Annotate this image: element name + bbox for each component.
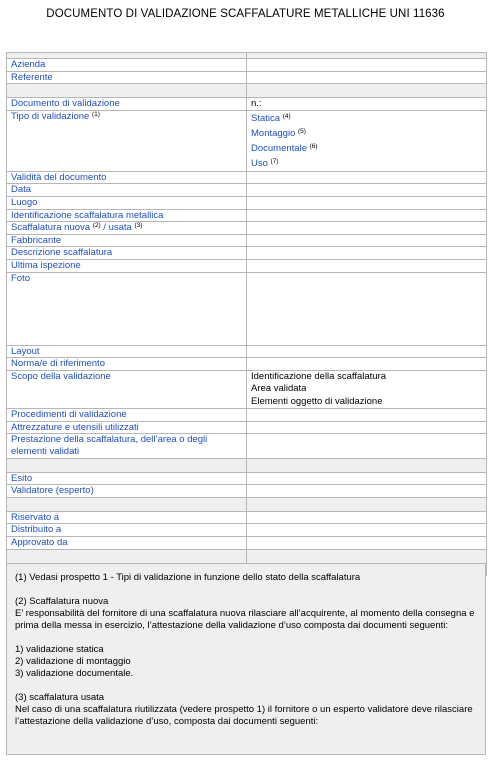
spacer-row xyxy=(7,549,487,563)
option-label: Uso xyxy=(251,157,268,169)
label-riservato: Riservato a xyxy=(7,511,247,524)
field-procedimenti[interactable] xyxy=(247,409,487,422)
label-scopo: Scopo della validazione xyxy=(7,370,247,409)
option-uso[interactable] xyxy=(251,156,482,171)
label-esito: Esito xyxy=(7,472,247,485)
label-norma: Norma/e di riferimento xyxy=(7,358,247,371)
label-tipo-text: Tipo di validazione xyxy=(11,110,90,122)
scopo-item: Elementi oggetto di validazione xyxy=(251,395,383,407)
row-distribuito xyxy=(7,524,487,537)
option-label: Statica xyxy=(251,112,281,124)
field-scaffalatura[interactable] xyxy=(247,222,487,235)
label-fabbricante: Fabbricante xyxy=(7,234,247,247)
row-riservato xyxy=(7,511,487,524)
row-attrezzature xyxy=(7,421,487,434)
note-3-text: Nel caso di una scaffalatura riutilizzata (vedere prospetto 1) il fornitore o un esperto validatore deve rilasciare l’attestazione della validazione d’uso, composta dai documenti seguenti: xyxy=(15,704,473,727)
note-2-title: (2) Scaffalatura nuova xyxy=(15,596,109,607)
row-procedimenti xyxy=(7,409,487,422)
field-prestazione[interactable] xyxy=(247,434,487,458)
label-azienda: Azienda xyxy=(7,59,247,72)
field-descrizione[interactable] xyxy=(247,247,487,260)
label-prestazione: Prestazione della scaffalatura, dell’area o degli elementi validati xyxy=(7,434,247,458)
spacer-row xyxy=(7,497,487,511)
field-data[interactable] xyxy=(247,184,487,197)
field-approvato[interactable] xyxy=(247,536,487,549)
row-esito xyxy=(7,472,487,485)
row-fabbricante xyxy=(7,234,487,247)
field-riservato[interactable] xyxy=(247,511,487,524)
field-distribuito[interactable] xyxy=(247,524,487,537)
note-2-text: E’ responsabilità del fornitore di una scaffalatura nuova rilasciare all’acquirente, al momento della consegna e prima della messa in esercizio, l’attestazione della validazione d’uso composta dai documenti seguenti: xyxy=(15,608,475,631)
field-norma[interactable] xyxy=(247,358,487,371)
validation-form xyxy=(6,52,487,576)
field-documento-number[interactable]: n.: xyxy=(247,98,487,111)
note-ref: (7) xyxy=(270,157,279,165)
row-luogo xyxy=(7,196,487,209)
label-validatore: Validatore (esperto) xyxy=(7,485,247,498)
row-foto xyxy=(7,272,487,345)
field-esito[interactable] xyxy=(247,472,487,485)
document-title: DOCUMENTO DI VALIDAZIONE SCAFFALATURE METALLICHE UNI 11636 xyxy=(46,8,445,20)
label-procedimenti: Procedimenti di validazione xyxy=(7,409,247,422)
label-approvato: Approvato da xyxy=(7,536,247,549)
note-1: (1) Vedasi prospetto 1 - Tipi di validazione in funzione dello stato della scaffalatura xyxy=(15,572,361,583)
field-tipo-options xyxy=(247,110,487,171)
scopo-item: Area validata xyxy=(251,383,307,395)
row-scaffalatura xyxy=(7,222,487,235)
row-validatore xyxy=(7,485,487,498)
field-azienda[interactable] xyxy=(247,59,487,72)
option-statica[interactable] xyxy=(251,111,482,126)
note-ref: (2) xyxy=(92,222,101,230)
field-scopo xyxy=(247,370,487,409)
label-foto: Foto xyxy=(7,272,247,345)
label-ultima: Ultima ispezione xyxy=(7,259,247,272)
field-identificazione[interactable] xyxy=(247,209,487,222)
row-descrizione xyxy=(7,247,487,260)
note-ref: (3) xyxy=(134,222,143,230)
note-ref: (1) xyxy=(91,110,100,118)
field-attrezzature[interactable] xyxy=(247,421,487,434)
note-2-list-item: 3) validazione documentale. xyxy=(15,668,134,679)
note-ref: (5) xyxy=(298,127,306,135)
row-azienda xyxy=(7,59,487,72)
row-norma xyxy=(7,358,487,371)
field-layout[interactable] xyxy=(247,345,487,358)
note-2-list-item: 1) validazione statica xyxy=(15,644,104,655)
field-foto[interactable] xyxy=(247,272,487,345)
field-validita[interactable] xyxy=(247,171,487,184)
field-fabbricante[interactable] xyxy=(247,234,487,247)
label-validita: Validità del documento xyxy=(7,171,247,184)
row-scopo xyxy=(7,370,487,409)
label-tipo xyxy=(7,110,247,171)
spacer-row xyxy=(7,84,487,98)
label-scaffalatura-usata: / usata xyxy=(103,222,132,234)
field-referente[interactable] xyxy=(247,71,487,84)
scopo-item: Identificazione della scaffalatura xyxy=(251,370,387,382)
row-documento xyxy=(7,98,487,111)
row-tipo xyxy=(7,110,487,171)
notes-panel xyxy=(6,563,486,755)
row-referente xyxy=(7,71,487,84)
field-ultima[interactable] xyxy=(247,259,487,272)
row-data xyxy=(7,184,487,197)
option-montaggio[interactable] xyxy=(251,126,482,141)
label-data: Data xyxy=(7,184,247,197)
row-layout xyxy=(7,345,487,358)
option-label: Montaggio xyxy=(251,127,296,139)
row-approvato xyxy=(7,536,487,549)
label-distribuito: Distribuito a xyxy=(7,524,247,537)
label-luogo: Luogo xyxy=(7,196,247,209)
label-scaffalatura xyxy=(7,222,247,235)
option-documentale[interactable] xyxy=(251,141,482,156)
note-ref: (6) xyxy=(309,142,318,150)
label-attrezzature: Attrezzature e utensili utilizzati xyxy=(7,421,247,434)
field-validatore[interactable] xyxy=(247,485,487,498)
label-identificazione: Identificazione scaffalatura metallica xyxy=(7,209,247,222)
row-validita xyxy=(7,171,487,184)
label-scaffalatura-nuova: Scaffalatura nuova xyxy=(11,222,91,234)
field-luogo[interactable] xyxy=(247,196,487,209)
label-documento: Documento di validazione xyxy=(7,98,247,111)
row-prestazione xyxy=(7,434,487,458)
row-ultima xyxy=(7,259,487,272)
spacer-row xyxy=(7,458,487,472)
label-referente: Referente xyxy=(7,71,247,84)
label-descrizione: Descrizione scaffalatura xyxy=(7,247,247,260)
note-ref: (4) xyxy=(282,112,291,120)
label-layout: Layout xyxy=(7,345,247,358)
row-identificazione xyxy=(7,209,487,222)
note-3-title: (3) scaffalatura usata xyxy=(15,692,105,703)
option-label: Documentale xyxy=(251,142,307,154)
note-2-list-item: 2) validazione di montaggio xyxy=(15,656,131,667)
